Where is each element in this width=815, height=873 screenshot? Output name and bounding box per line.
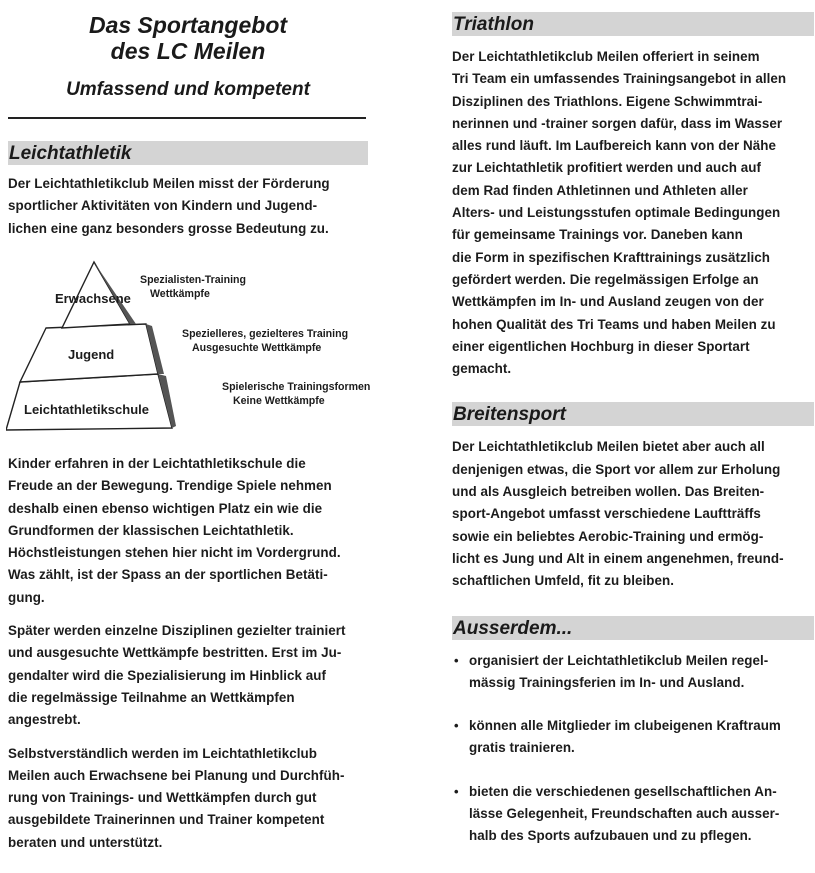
page-title bbox=[8, 12, 368, 64]
text-line: denjenigen etwas, die Sport vor allem zur Erholung bbox=[452, 461, 781, 477]
text-line: angestrebt. bbox=[8, 712, 81, 728]
text-line: die Form in spezifischen Krafttrainings zusätzlich bbox=[452, 249, 770, 265]
text-line: Der Leichtathletikclub Meilen offeriert in seinem bbox=[452, 49, 760, 64]
left-column-lower bbox=[8, 453, 368, 854]
title-line-1: Das Sportangebot bbox=[88, 12, 288, 38]
text-line: Selbstverständlich werden im Leichtathletikclub bbox=[8, 745, 317, 761]
text-line: sport-Angebot umfasst verschiedene Lauftträffs bbox=[452, 506, 761, 522]
text-line: die regelmässige Teilnahme an Wettkämpfen bbox=[8, 689, 295, 705]
text-line: halb des Sports aufzubauen und zu pflegen. bbox=[469, 828, 752, 844]
text-line: Wettkämpfen im In- und Ausland zeugen von der bbox=[452, 294, 764, 310]
right-column bbox=[452, 0, 814, 848]
text-line: für gemeinsame Trainings vor. Daneben kann bbox=[452, 227, 743, 243]
text-line: gendalter wird die Spezialisierung im Hinblick auf bbox=[8, 667, 326, 683]
text-line: Meilen auch Erwachsene bei Planung und Durchfüh- bbox=[8, 767, 345, 783]
section-heading-breitensport: Breitensport bbox=[452, 402, 814, 426]
list-item bbox=[452, 715, 814, 760]
text-line: bieten die verschiedenen gesellschaftlichen An- bbox=[469, 783, 777, 799]
list-item bbox=[452, 781, 814, 848]
paragraph-breitensport bbox=[452, 436, 814, 592]
paragraph-triathlon bbox=[452, 46, 814, 380]
text-line: beraten und unterstützt. bbox=[8, 834, 163, 850]
text-line: Freude an der Bewegung. Trendige Spiele nehmen bbox=[8, 478, 332, 494]
title-line-2: des LC Meilen bbox=[110, 38, 266, 64]
text-line: Der Leichtathletikclub Meilen misst der Förderung bbox=[8, 176, 330, 191]
text-line: Alters- und Leistungsstufen optimale Bedingungen bbox=[452, 205, 781, 221]
text-line: Grundformen der klassischen Leichtathletik. bbox=[8, 522, 294, 538]
text-line: hohen Qualität des Tri Teams und haben Meilen zu bbox=[452, 316, 776, 332]
paragraph-spezialisierung bbox=[8, 620, 368, 731]
text-line: ausgebildete Trainerinnen und Trainer kompetent bbox=[8, 812, 325, 828]
text-line: lichen eine ganz besonders grosse Bedeutung zu. bbox=[8, 220, 329, 236]
text-line: Später werden einzelne Disziplinen gezielter trainiert bbox=[8, 623, 346, 639]
text-line: gratis trainieren. bbox=[469, 740, 575, 756]
text-line: können alle Mitglieder im clubeigenen Kraftraum bbox=[469, 718, 781, 734]
text-line: Tri Team ein umfassendes Trainingsangebot in allen bbox=[452, 71, 787, 87]
pyramid-note-erwachsene: Spezialisten-Training Wettkämpfe bbox=[140, 274, 246, 300]
text-line: gung. bbox=[8, 589, 45, 605]
text-line: gefördert werden. Die regelmässigen Erfolge an bbox=[452, 271, 759, 287]
bullet-icon: • bbox=[454, 783, 459, 799]
bullet-icon: • bbox=[454, 718, 459, 734]
text-line: Der Leichtathletikclub Meilen bietet aber auch all bbox=[452, 439, 765, 455]
text-line: nerinnen und -trainer sorgen dafür, dass im Wasser bbox=[452, 115, 783, 131]
page-subtitle: Umfassend und kompetent bbox=[66, 79, 310, 100]
bullet-icon: • bbox=[454, 652, 459, 668]
text-line: einer eigentlichen Hochburg in dieser Sportart bbox=[452, 338, 750, 354]
text-line: gemacht. bbox=[452, 361, 512, 377]
text-line: und ausgesuchte Wettkämpfe bestritten. Erst im Ju- bbox=[8, 645, 342, 661]
text-line: licht es Jung und Alt in einem angenehmen, freund- bbox=[452, 550, 784, 566]
pyramid-label-leichtathletikschule: Leichtathletikschule bbox=[24, 402, 149, 417]
text-line: mässig Trainingsferien im In- und Ausland. bbox=[469, 674, 745, 690]
text-line: alles rund läuft. Im Laufbereich kann von der Nähe bbox=[452, 138, 776, 154]
pyramid-label-erwachsene: Erwachsene bbox=[55, 291, 131, 306]
ausserdem-list bbox=[452, 650, 814, 848]
text-line: deshalb einen ebenso wichtigen Platz ein wie die bbox=[8, 500, 323, 516]
text-line: zur Leichtathletik profitiert werden und auch auf bbox=[452, 160, 761, 176]
paragraph-leichtathletikschule bbox=[8, 453, 368, 609]
text-line: schaftlichen Umfeld, fit zu bleiben. bbox=[452, 573, 675, 589]
text-line: Was zählt, ist der Spass an der sportlichen Betäti- bbox=[8, 567, 328, 583]
text-line: sowie ein beliebtes Aerobic-Training und ermög- bbox=[452, 528, 764, 544]
title-block bbox=[8, 12, 368, 101]
pyramid-note-leichtathletikschule: Spielerische Trainingsformen Keine Wettkämpfe bbox=[222, 381, 371, 407]
intro-paragraph bbox=[8, 173, 368, 240]
left-column bbox=[8, 0, 368, 240]
text-line: dem Rad finden Athletinnen und Athleten aller bbox=[452, 182, 748, 198]
text-line: und als Ausgleich betreiben wollen. Das Breiten- bbox=[452, 484, 765, 500]
text-line: lässe Gelegenheit, Freundschaften auch ausser- bbox=[469, 806, 780, 822]
section-heading-ausserdem: Ausserdem... bbox=[452, 616, 814, 640]
text-line: Kinder erfahren in der Leichtathletikschule die bbox=[8, 456, 306, 471]
pyramid-label-jugend: Jugend bbox=[68, 347, 115, 362]
text-line: rung von Trainings- und Wettkämpfen durch gut bbox=[8, 790, 317, 806]
title-divider bbox=[8, 117, 366, 119]
paragraph-erwachsene bbox=[8, 743, 368, 854]
training-pyramid bbox=[6, 258, 371, 436]
text-line: Höchstleistungen stehen hier nicht im Vordergrund. bbox=[8, 545, 341, 561]
pyramid-note-jugend: Spezielleres, gezielteres Training Ausgesuchte Wettkämpfe bbox=[182, 328, 349, 354]
text-line: sportlicher Aktivitäten von Kindern und Jugend- bbox=[8, 198, 318, 214]
section-heading-leichtathletik: Leichtathletik bbox=[8, 141, 368, 165]
text-line: Disziplinen des Triathlons. Eigene Schwimmtrai- bbox=[452, 93, 763, 109]
text-line: organisiert der Leichtathletikclub Meilen regel- bbox=[469, 652, 769, 668]
list-item bbox=[452, 650, 814, 695]
section-heading-triathlon: Triathlon bbox=[452, 12, 814, 36]
